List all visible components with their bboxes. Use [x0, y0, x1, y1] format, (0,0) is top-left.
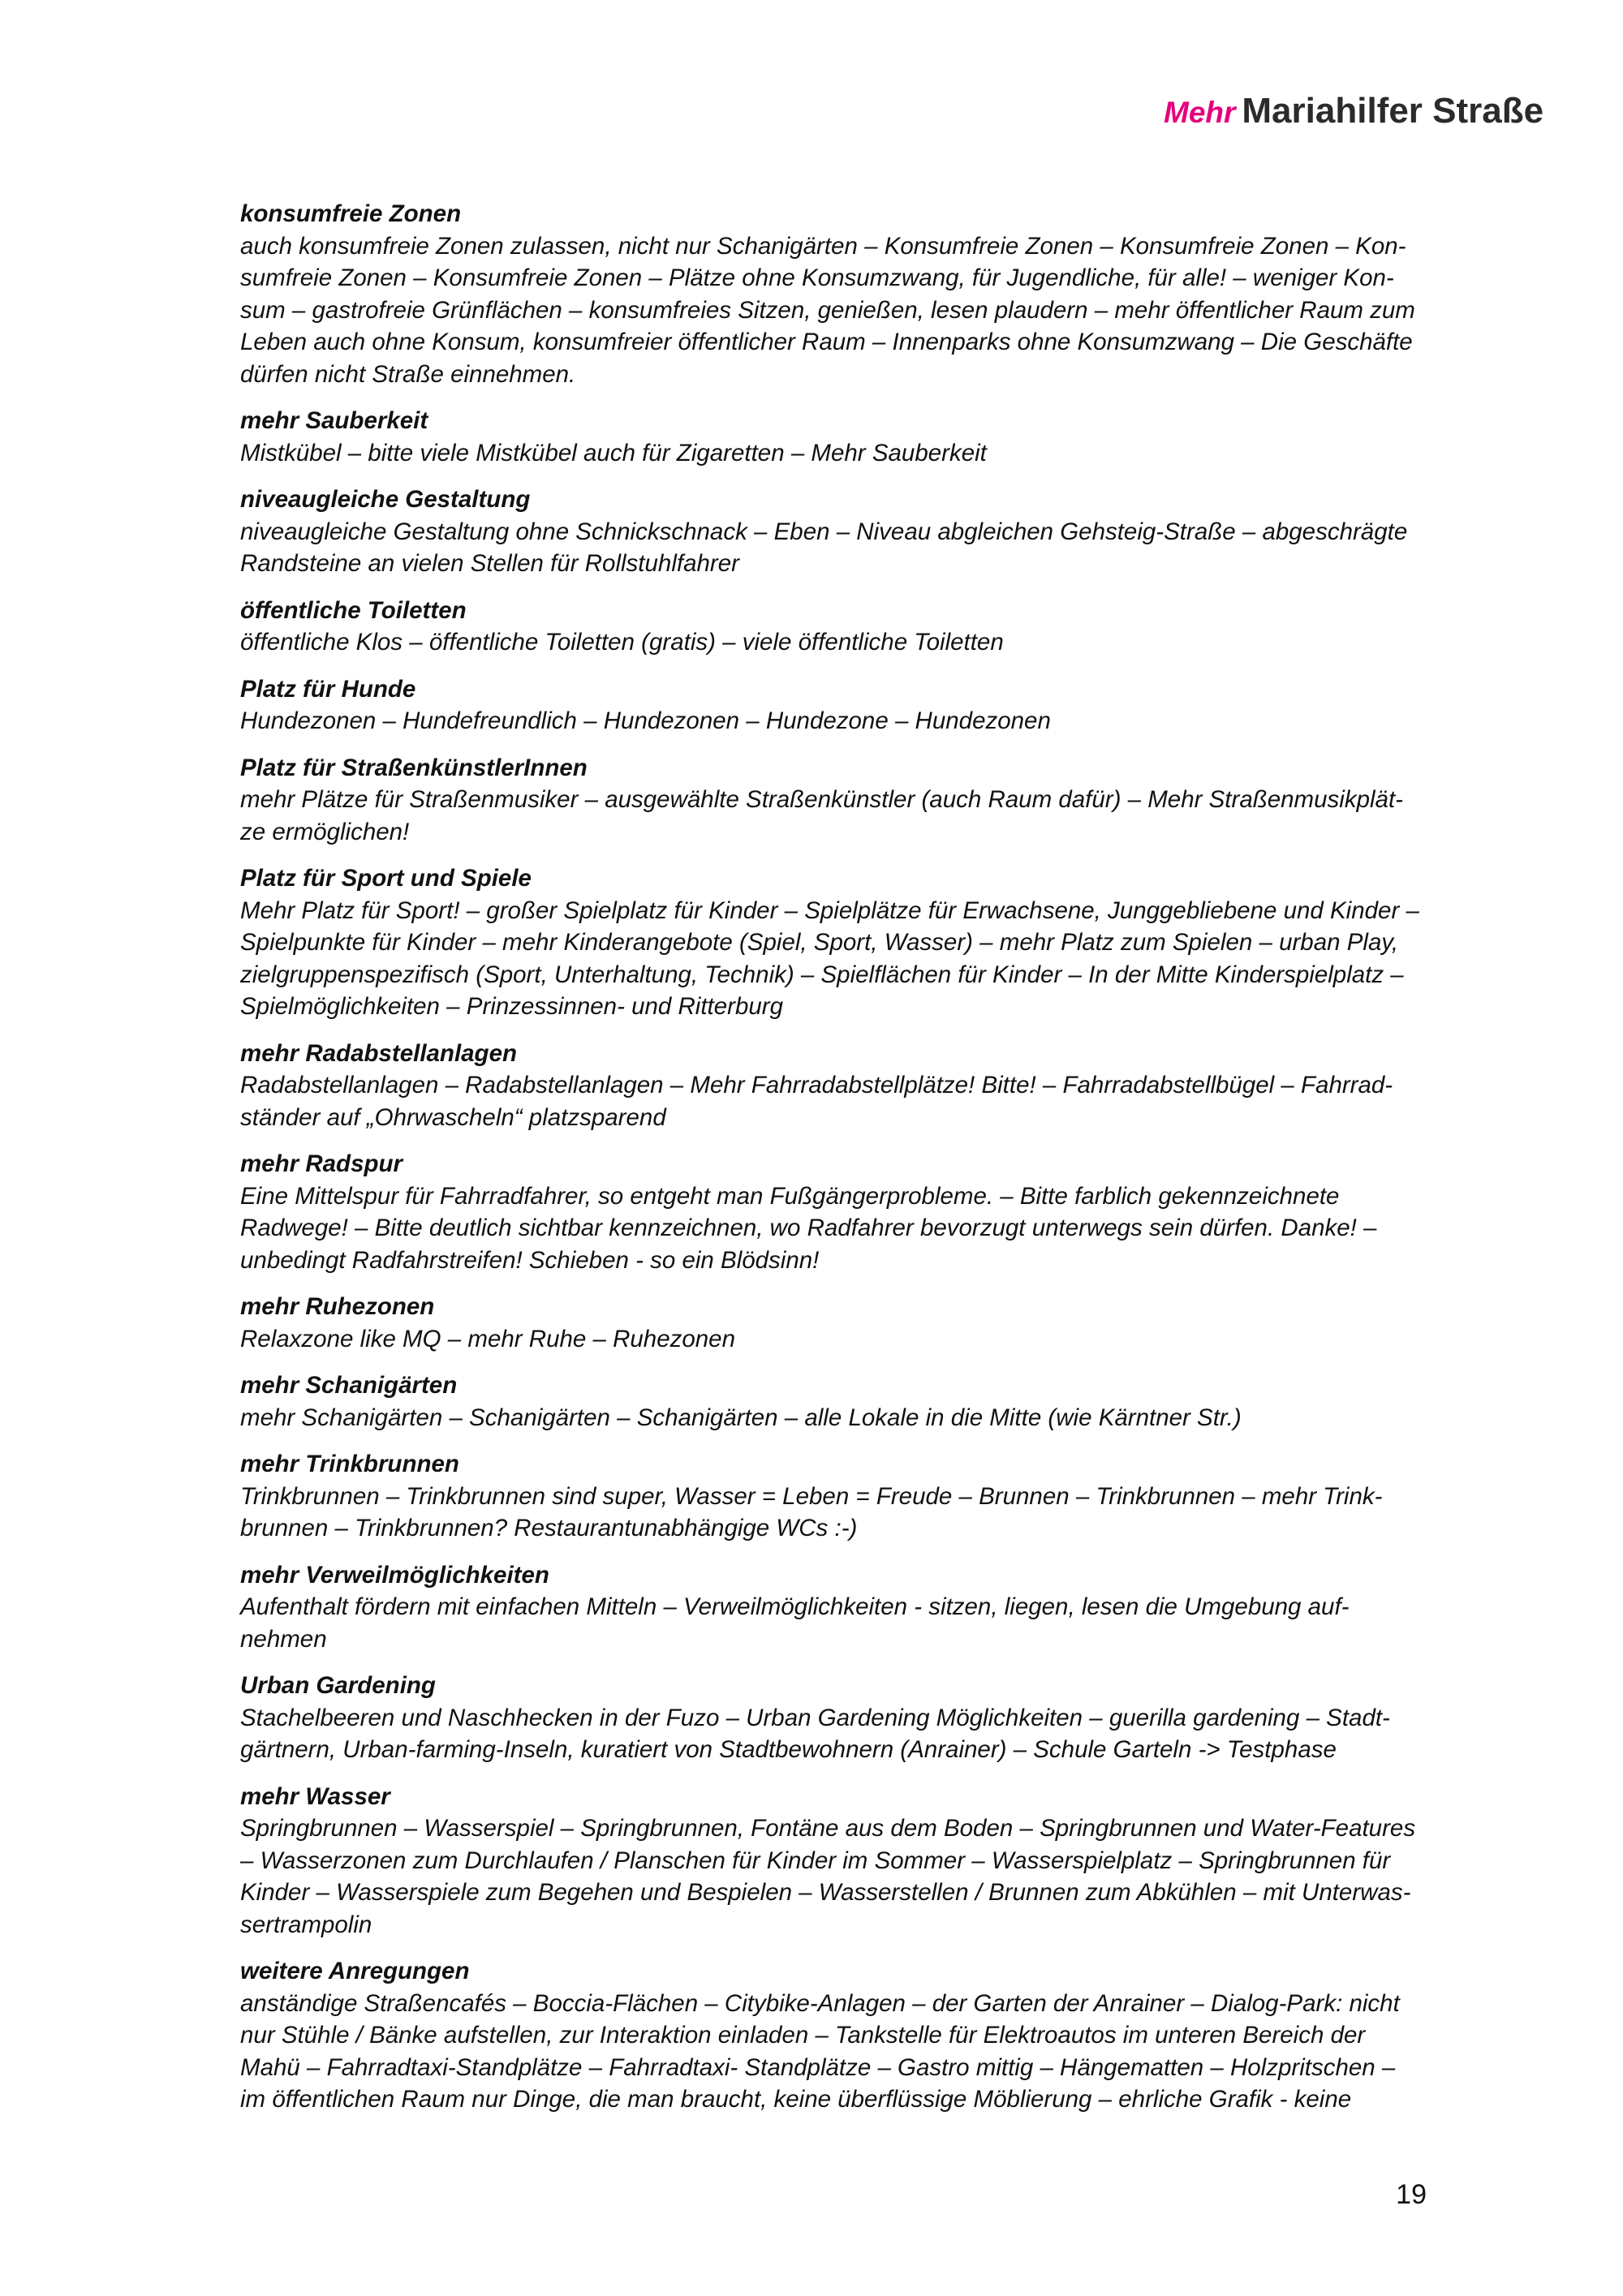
section-text-line: mehr Plätze für Straßenmusiker – ausgewählte Straßenkünstler (auch Raum dafür) – Mehr Straßenmusikplät-: [240, 786, 1403, 813]
section: [240, 1369, 1393, 1434]
section-heading: mehr Radabstellanlagen: [240, 1039, 517, 1067]
section-text-line: Kinder – Wasserspiele zum Begehen und Bespielen – Wasserstellen / Brunnen zum Abkühlen – mit Unterwas-: [240, 1879, 1411, 1906]
section-heading: mehr Trinkbrunnen: [240, 1451, 459, 1477]
section-heading: Urban Gardening: [240, 1672, 436, 1699]
section: [240, 1291, 1393, 1355]
section-text-line: ständer auf „Ohrwascheln“ platzsparend: [240, 1103, 666, 1131]
section: [240, 1448, 1393, 1545]
document-body: [240, 198, 1419, 2130]
section-heading: Platz für Sport und Spiele: [240, 865, 532, 892]
section-text-line: Leben auch ohne Konsum, konsumfreier öffentlicher Raum – Innenparks ohne Konsumzwang – Die Geschäfte: [240, 329, 1413, 355]
section: [240, 484, 1408, 580]
section-text-line: Stachelbeeren und Naschhecken in der Fuzo – Urban Gardening Möglichkeiten – guerilla gardening – Stadt-: [240, 1704, 1390, 1731]
section: [240, 1148, 1393, 1276]
section-text-line: sumfreie Zonen – Konsumfreie Zonen – Plätze ohne Konsumzwang, für Jugendliche, für alle! – weniger Kon-: [240, 264, 1394, 291]
section-text-line: zielgruppenspezifisch (Sport, Unterhaltung, Technik) – Spielflächen für Kinder – In der Mitte Kinderspielplatz –: [240, 961, 1404, 988]
section: [240, 752, 1403, 849]
section-heading: mehr Ruhezonen: [240, 1293, 435, 1320]
section: [240, 1781, 1416, 1941]
section-text-line: – Wasserzonen zum Durchlaufen / Planschen für Kinder im Sommer – Wasserspielplatz – Springbrunnen für: [240, 1847, 1391, 1874]
section-heading: niveaugleiche Gestaltung: [240, 486, 531, 513]
section-heading: Platz für Hunde: [240, 675, 416, 703]
section-text-line: dürfen nicht Straße einnehmen.: [240, 360, 576, 388]
section: [240, 595, 1393, 659]
section-heading: Platz für StraßenkünstlerInnen: [240, 754, 588, 781]
logo-title: Mariahilfer Straße: [1242, 91, 1544, 131]
section: [240, 862, 1419, 1023]
section: [240, 1955, 1400, 2116]
section-text-line: anständige Straßencafés – Boccia-Flächen – Citybike-Anlagen – der Garten der Anrainer – Dialog-Park: nicht: [240, 1989, 1400, 2017]
section: [240, 405, 1393, 469]
section-text-line: Relaxzone like MQ – mehr Ruhe – Ruhezonen: [240, 1325, 735, 1352]
section-text-line: ze ermöglichen!: [240, 818, 410, 845]
section-text-line: mehr Schanigärten – Schanigärten – Schanigärten – alle Lokale in die Mitte (wie Kärntner Str.): [240, 1404, 1242, 1431]
section-heading: öffentliche Toiletten: [240, 596, 467, 624]
section-text-line: Aufenthalt fördern mit einfachen Mitteln – Verweilmöglichkeiten - sitzen, liegen, lesen die Umgebung auf-: [240, 1593, 1350, 1620]
section-text-line: Hundezonen – Hundefreundlich – Hundezonen – Hundezone – Hundezonen: [240, 707, 1051, 734]
section-text-line: Springbrunnen – Wasserspiel – Springbrunnen, Fontäne aus dem Boden – Springbrunnen und Water-Features: [240, 1815, 1416, 1842]
section-text-line: öffentliche Klos – öffentliche Toiletten (gratis) – viele öffentliche Toiletten: [240, 629, 1004, 656]
section-text-line: niveaugleiche Gestaltung ohne Schnickschnack – Eben – Niveau abgleichen Gehsteig-Straße – abgeschrägte: [240, 518, 1408, 545]
section-text-line: gärtnern, Urban-farming-Inseln, kuratiert von Stadtbewohnern (Anrainer) – Schule Garteln -> Testphase: [240, 1736, 1337, 1763]
logo-mehr-word: Mehr: [1164, 96, 1236, 129]
section-text-line: Randsteine an vielen Stellen für Rollstuhlfahrer: [240, 550, 739, 577]
section: [240, 1038, 1393, 1134]
section-text-line: sertrampolin: [240, 1911, 372, 1938]
page-number: 19: [1396, 2179, 1427, 2210]
section-text-line: auch konsumfreie Zonen zulassen, nicht nur Schanigärten – Konsumfreie Zonen – Konsumfreie Zonen – Kon-: [240, 232, 1406, 260]
section-text-line: Spielpunkte für Kinder – mehr Kinderangebote (Spiel, Sport, Wasser) – mehr Platz zum Spielen – urban Play,: [240, 929, 1399, 956]
section-heading: mehr Wasser: [240, 1782, 390, 1810]
section: [240, 673, 1393, 737]
section-text-line: Eine Mittelspur für Fahrradfahrer, so entgeht man Fußgängerprobleme. – Bitte farblich gekennzeichnete: [240, 1182, 1340, 1210]
section-text-line: Mistkübel – bitte viele Mistkübel auch für Zigaretten – Mehr Sauberkeit: [240, 439, 987, 467]
section-text-line: Spielmöglichkeiten – Prinzessinnen- und Ritterburg: [240, 993, 784, 1020]
section-text-line: sum – gastrofreie Grünflächen – konsumfreies Sitzen, genießen, lesen plaudern – mehr öffentlicher Raum zum: [240, 296, 1415, 324]
section-text-line: im öffentlichen Raum nur Dinge, die man braucht, keine überflüssige Möblierung – ehrliche Grafik - keine: [240, 2086, 1352, 2113]
section-text-line: Mahü – Fahrradtaxi-Standplätze – Fahrradtaxi- Standplätze – Gastro mittig – Hängematten – Holzpritschen –: [240, 2053, 1396, 2081]
section-text-line: Radabstellanlagen – Radabstellanlagen – Mehr Fahrradabstellplätze! Bitte! – Fahrradabstellbügel – Fahrrad-: [240, 1072, 1393, 1099]
section: [240, 1670, 1393, 1766]
section-text-line: nur Stühle / Bänke aufstellen, zur Interaktion einladen – Tankstelle für Elektroautos im unteren Bereich der: [240, 2022, 1366, 2049]
section-text-line: Mehr Platz für Sport! – großer Spielplatz für Kinder – Spielplätze für Erwachsene, Junggebliebene und Kinder –: [240, 896, 1419, 924]
section-heading: mehr Schanigärten: [240, 1372, 458, 1399]
section-heading: konsumfreie Zonen: [240, 200, 462, 227]
section-heading: weitere Anregungen: [240, 1958, 470, 1984]
section: [240, 1559, 1393, 1656]
header-logo: [1164, 91, 1586, 131]
section-heading: mehr Radspur: [240, 1150, 403, 1177]
section-heading: mehr Sauberkeit: [240, 407, 428, 434]
section-text-line: brunnen – Trinkbrunnen? Restaurantunabhängige WCs :-): [240, 1515, 858, 1541]
section: [240, 198, 1415, 390]
section-text-line: unbedingt Radfahrstreifen! Schieben - so ein Blödsinn!: [240, 1246, 820, 1274]
section-heading: mehr Verweilmöglichkeiten: [240, 1561, 549, 1589]
section-text-line: Radwege! – Bitte deutlich sichtbar kennzeichnen, wo Radfahrer bevorzugt unterwegs sein dürfen. Danke! –: [240, 1215, 1377, 1241]
section-text-line: nehmen: [240, 1625, 327, 1653]
section-text-line: Trinkbrunnen – Trinkbrunnen sind super, Wasser = Leben = Freude – Brunnen – Trinkbrunnen – mehr Trink-: [240, 1482, 1383, 1510]
